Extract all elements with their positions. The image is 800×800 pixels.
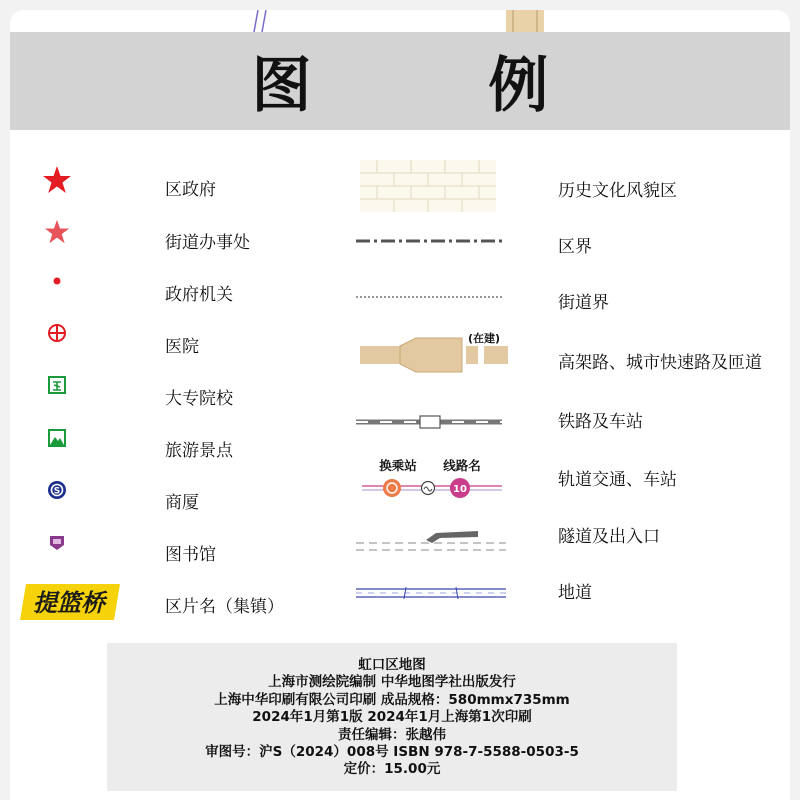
publisher-line: 上海市测绘院编制 中华地图学社出版发行 — [268, 674, 516, 691]
map-name: 虹口区地图 — [358, 657, 426, 673]
heritage-area-pattern — [360, 160, 496, 212]
college-icon — [47, 375, 67, 395]
legend-label: 大专院校 — [165, 389, 233, 409]
legend-label: 图书馆 — [165, 545, 216, 565]
legend-card — [10, 10, 790, 800]
elevated-road-symbol — [356, 328, 516, 378]
svg-text:S: S — [53, 486, 61, 497]
legend-label: 区片名（集镇） — [165, 597, 284, 617]
legend-label: 街道办事处 — [165, 233, 250, 253]
legend-label: 隧道及出入口 — [558, 527, 660, 547]
under-construction-note: (在建) — [467, 332, 501, 345]
editor-line: 责任编辑：张越伟 — [338, 726, 446, 743]
legend-label: 区界 — [558, 237, 592, 257]
library-icon — [47, 532, 67, 552]
scenic-spot-icon — [47, 428, 67, 448]
isbn-line: 审图号：沪S（2024）008号 ISBN 978-7-5588-0503-5 — [205, 744, 579, 761]
legend-label: 轨道交通、车站 — [558, 470, 677, 490]
district-boundary-line — [356, 236, 502, 246]
map-fragment — [10, 10, 790, 32]
legend-label: 地道 — [558, 583, 592, 603]
district-name-sample-text: 提篮桥 — [33, 589, 105, 617]
legend-label: 街道界 — [558, 293, 609, 313]
legend-label: 旅游景点 — [165, 441, 233, 461]
legend-label: 政府机关 — [165, 285, 233, 305]
price-line: 定价：15.00元 — [343, 761, 441, 778]
tunnel-symbol — [356, 525, 506, 555]
street-boundary-line — [356, 293, 502, 301]
legend-title-band — [10, 32, 790, 130]
dot-icon — [50, 274, 64, 288]
star-icon — [42, 165, 72, 195]
legend-title: 图 例 — [251, 51, 627, 121]
edition-line: 2024年1月第1版 2024年1月上海第1次印刷 — [252, 709, 532, 726]
metro-symbol — [356, 458, 516, 508]
transfer-station-label: 换乘站 — [379, 458, 417, 473]
legend-label: 高架路、城市快速路及匝道 — [558, 353, 762, 373]
line-name-label: 线路名 — [443, 458, 481, 473]
underpass-symbol — [356, 583, 506, 603]
printer-line: 上海中华印刷有限公司印刷 成品规格：580mmx735mm — [214, 691, 570, 708]
legend-label: 历史文化风貌区 — [558, 181, 677, 201]
shopping-icon — [47, 480, 67, 500]
star-icon — [44, 219, 70, 245]
railway-symbol — [356, 412, 502, 432]
district-name-sample — [20, 582, 120, 622]
publication-info — [107, 643, 677, 791]
legend-label: 区政府 — [165, 180, 216, 200]
hospital-icon — [47, 323, 67, 343]
legend-label: 铁路及车站 — [558, 412, 643, 432]
svg-text:10: 10 — [453, 484, 467, 495]
legend-label: 商厦 — [165, 493, 199, 513]
legend-label: 医院 — [165, 337, 199, 357]
